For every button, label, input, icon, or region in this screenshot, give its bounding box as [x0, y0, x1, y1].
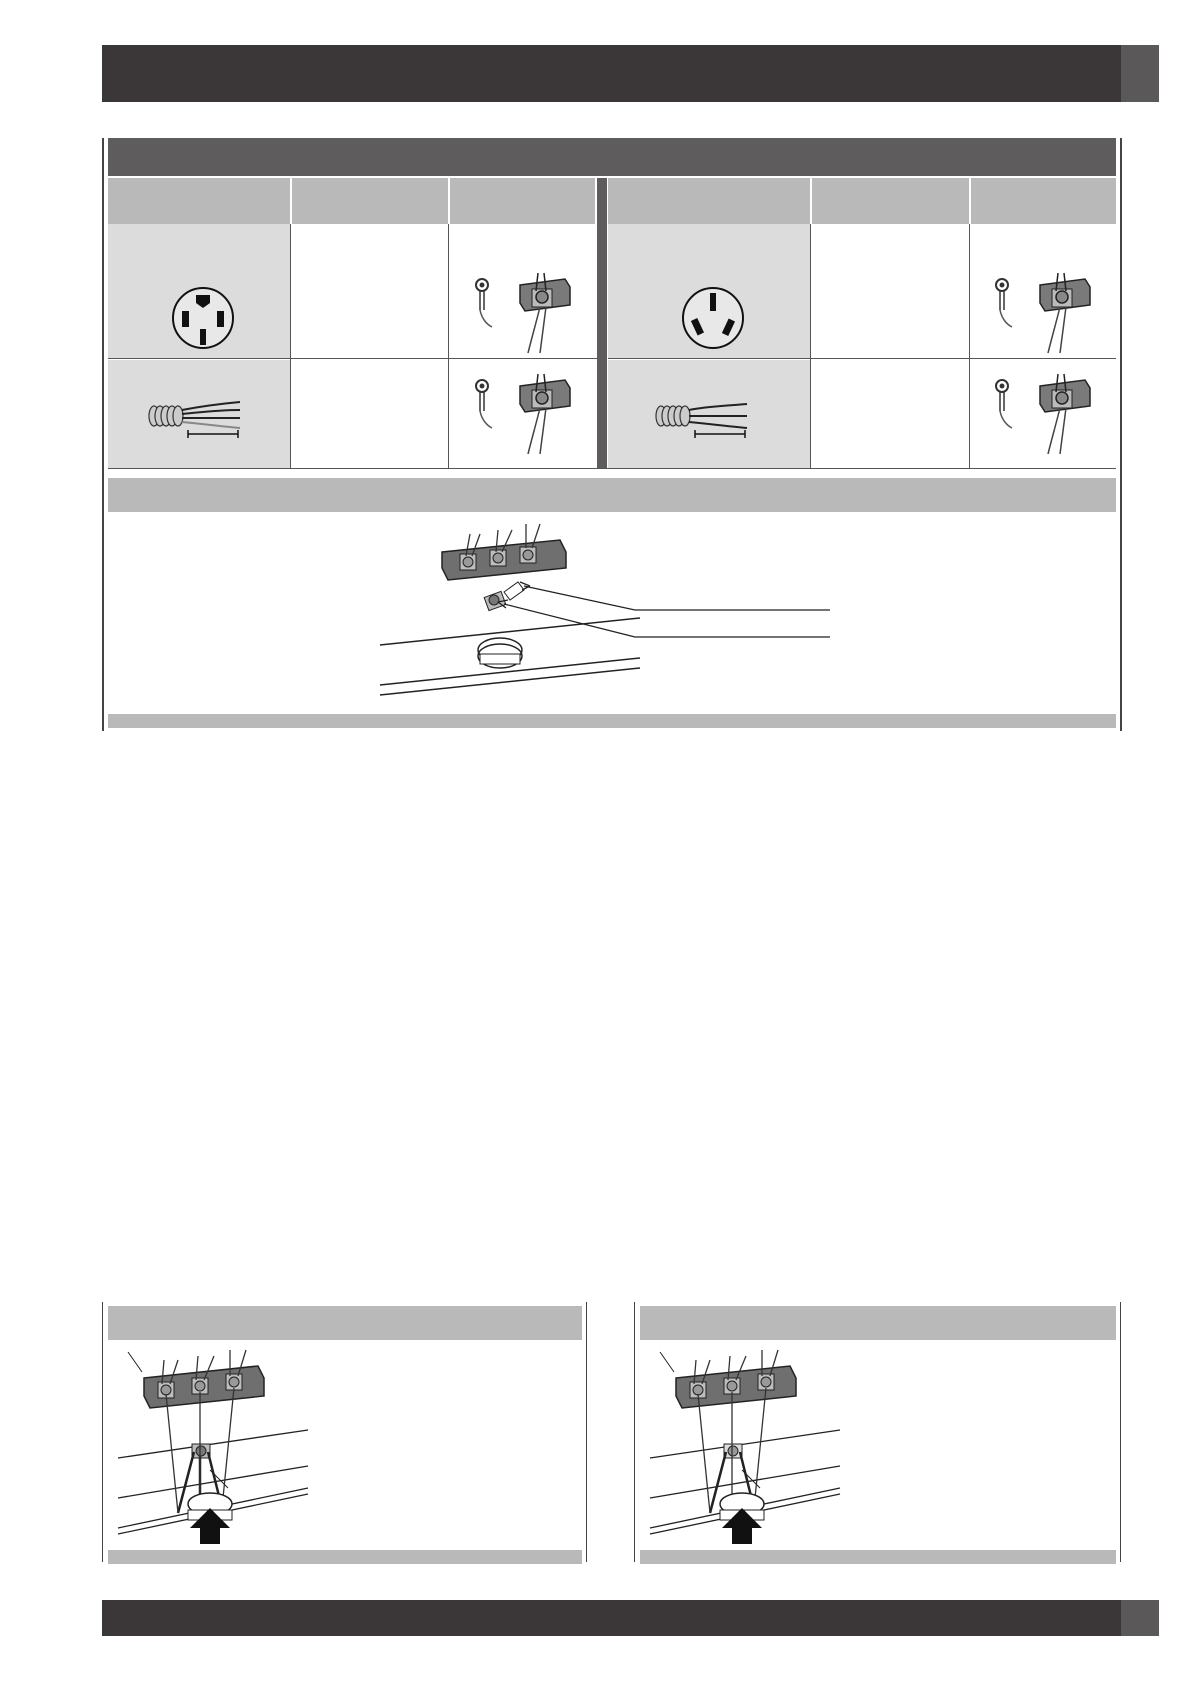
connection-section-header [108, 478, 1116, 512]
page-footer-bar [102, 1600, 1121, 1636]
panel-left-footer [108, 1550, 582, 1564]
panel-left-diagram [118, 1348, 328, 1544]
col-divider-1 [290, 224, 291, 468]
panel-right-header [640, 1306, 1116, 1340]
row-divider-right [608, 358, 1116, 359]
row-divider-left [108, 358, 597, 359]
ring-terminal-icon [990, 376, 1110, 456]
terminal-block-icon [1040, 273, 1090, 353]
col-divider-5 [969, 224, 970, 468]
page-number-tab [1121, 1600, 1159, 1636]
column-header-4 [608, 178, 810, 224]
column-header-6 [971, 178, 1116, 224]
ring-terminal-icon [990, 275, 1110, 355]
column-header-1 [108, 178, 290, 224]
column-header-3 [450, 178, 595, 224]
table-frame-right [1120, 138, 1122, 731]
stripped-cable-icon [148, 400, 252, 440]
col-divider-4 [810, 224, 811, 468]
terminal-block-icon [520, 374, 570, 454]
stripped-cable-icon [655, 400, 759, 440]
col-divider-2 [448, 224, 449, 468]
panel-left-frame-left [102, 1302, 103, 1562]
panel-left-frame-right [586, 1302, 587, 1562]
terminal-block-icon [520, 273, 570, 353]
panel-left-header [108, 1306, 582, 1340]
terminal-connection-diagram [380, 520, 840, 705]
panel-right-diagram [650, 1348, 860, 1544]
table-center-divider [597, 178, 607, 468]
ring-terminal-icon [470, 376, 590, 456]
receptacle-3-prong-icon [680, 285, 746, 351]
table-frame-left [102, 138, 104, 731]
connection-section-footer [108, 714, 1116, 728]
page-header-bar [102, 45, 1121, 102]
panel-right-frame-right [1120, 1302, 1121, 1562]
page-header-tab [1121, 45, 1159, 102]
column-header-2 [292, 178, 448, 224]
wiring-table-title-bar [108, 138, 1116, 176]
table-bottom-line [108, 468, 1116, 469]
receptacle-4-prong-icon [170, 285, 236, 351]
panel-right-frame-left [634, 1302, 635, 1562]
panel-right-footer [640, 1550, 1116, 1564]
column-header-5 [812, 178, 969, 224]
ring-terminal-icon [470, 275, 590, 355]
terminal-block-icon [1040, 374, 1090, 454]
